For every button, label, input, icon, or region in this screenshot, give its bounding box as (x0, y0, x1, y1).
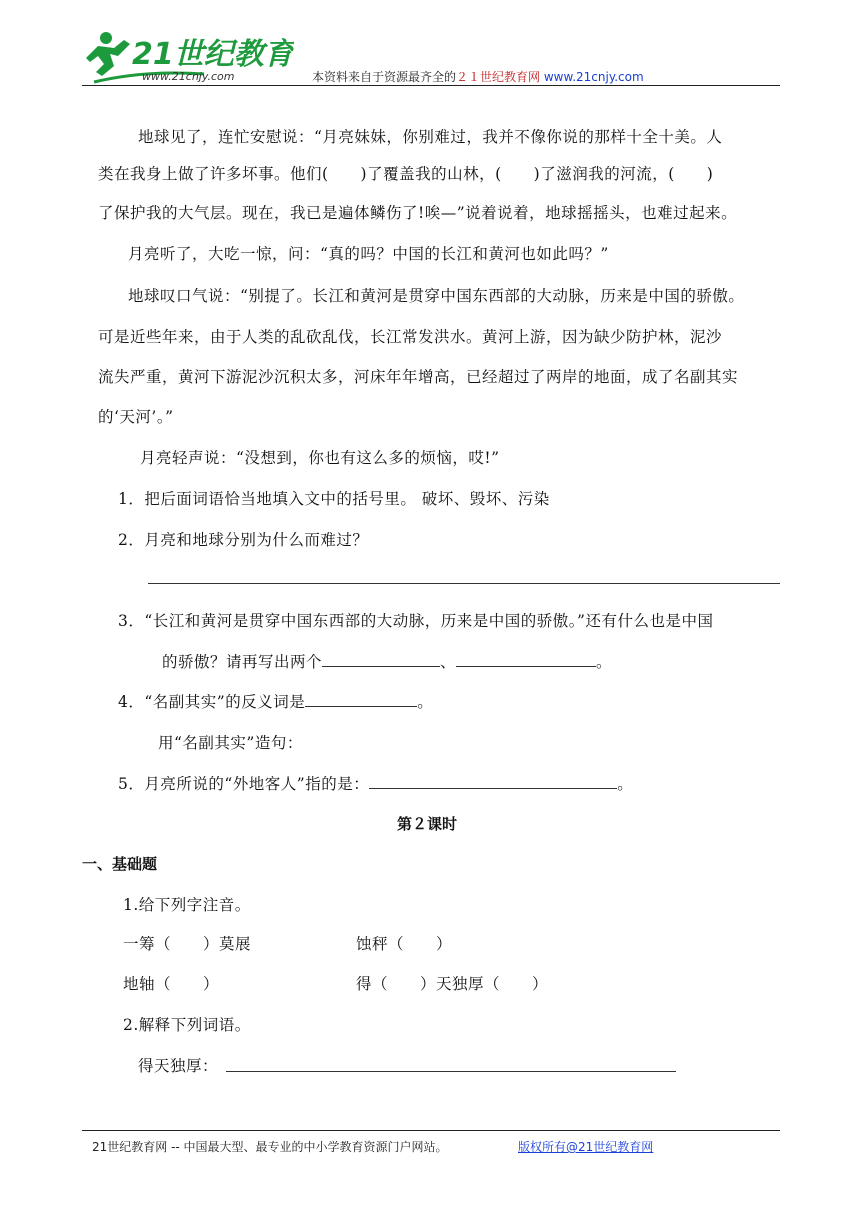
passage-para3-line4: 的‘天河’。” (98, 408, 174, 426)
header-source-prefix: 本资料来自于资源最齐全的 (312, 70, 457, 84)
question-1: 1．把后面词语恰当地填入文中的括号里。 破坏、毁坏、污染 (118, 490, 550, 508)
question-3-blank-1[interactable] (322, 652, 440, 667)
passage-para3-line1: 地球叹口气说：“别提了。长江和黄河是贯穿中国东西部的大动脉，历来是中国的骄傲。 (128, 287, 745, 305)
passage-para1-line3: 了保护我的大气层。现在，我已是遍体鳞伤了!唉—”说着说着，地球摇摇头，也难过起来。 (98, 204, 738, 222)
pinyin-row2-b: 得（ ）天独厚（ ） (356, 975, 549, 993)
question-4-blank[interactable] (305, 692, 417, 707)
passage-para1-line1: 地球见了，连忙安慰说：“月亮妹妹，你别难过，我并不像你说的那样十全十美。人 (138, 128, 723, 146)
question-4-sentence: 用“名副其实”造句： (158, 734, 303, 752)
question-3-line1: 3．“长江和黄河是贯穿中国东西部的大动脉，历来是中国的骄傲。”还有什么也是中国 (118, 612, 714, 630)
question-3-sep: 、 (440, 653, 457, 671)
question-2: 2．月亮和地球分别为什么而难过？ (118, 531, 369, 549)
item-pinyin-title: 1.给下列字注音。 (123, 896, 251, 914)
question-5-blank[interactable] (369, 774, 617, 789)
question-4-end: 。 (417, 693, 434, 711)
logo-url: www.21cnjy.com (142, 70, 235, 83)
passage-para2: 月亮听了，大吃一惊，问：“真的吗？中国的长江和黄河也如此吗？” (128, 245, 609, 263)
pinyin-row1-b: 蚀秤（ ） (356, 935, 453, 953)
question-2-answer-line[interactable] (148, 583, 780, 584)
passage-para3-line2: 可是近些年来，由于人类的乱砍乱伐，长江常发洪水。黄河上游，因为缺少防护林，泥沙 (98, 328, 723, 346)
passage-para4: 月亮轻声说：“没想到，你也有这么多的烦恼，哎!” (140, 449, 500, 467)
passage-para3-line3: 流失严重，黄河下游泥沙沉积太多，河床年年增高，已经超过了两岸的地面，成了名副其实 (98, 368, 739, 386)
header-divider (82, 85, 780, 86)
question-5-end: 。 (617, 775, 634, 793)
header-source-url[interactable]: www.21cnjy.com (543, 70, 644, 84)
pinyin-row2-a: 地轴（ ） (123, 975, 220, 993)
item-define-title: 2.解释下列词语。 (123, 1016, 251, 1034)
question-4 (118, 690, 433, 712)
section-basic-title: 一、基础题 (82, 855, 158, 873)
footer-copyright-link[interactable]: 版权所有@21世纪教育网 (518, 1140, 654, 1154)
header-source (312, 68, 644, 85)
footer-divider (82, 1130, 780, 1131)
pinyin-row1-a: 一筹（ ）莫展 (123, 935, 252, 953)
question-3-blank-2[interactable] (456, 652, 596, 667)
logo-text: 21世纪教育 (132, 37, 294, 72)
question-5 (118, 772, 633, 794)
question-3-prompt: 的骄傲？请再写出两个 (162, 653, 323, 671)
lesson-2-title: 第２课时 (397, 815, 458, 833)
question-5-prompt: 5．月亮所说的“外地客人”指的是： (118, 775, 370, 793)
question-4-prompt: 4．“名副其实”的反义词是 (118, 693, 306, 711)
question-3-line2 (162, 650, 612, 672)
header-source-site[interactable]: ２１世纪教育网 (456, 70, 541, 84)
define-answer-line[interactable] (226, 1071, 676, 1072)
define-label: 得天独厚： (138, 1057, 219, 1075)
question-3-end: 。 (596, 653, 613, 671)
passage-para1-line2: 类在我身上做了许多坏事。他们( )了覆盖我的山林，( )了滋润我的河流，( ) (98, 165, 714, 183)
footer-left: 21世纪教育网 -- 中国最大型、最专业的中小学教育资源门户网站。 (92, 1140, 448, 1154)
site-logo (84, 26, 294, 86)
